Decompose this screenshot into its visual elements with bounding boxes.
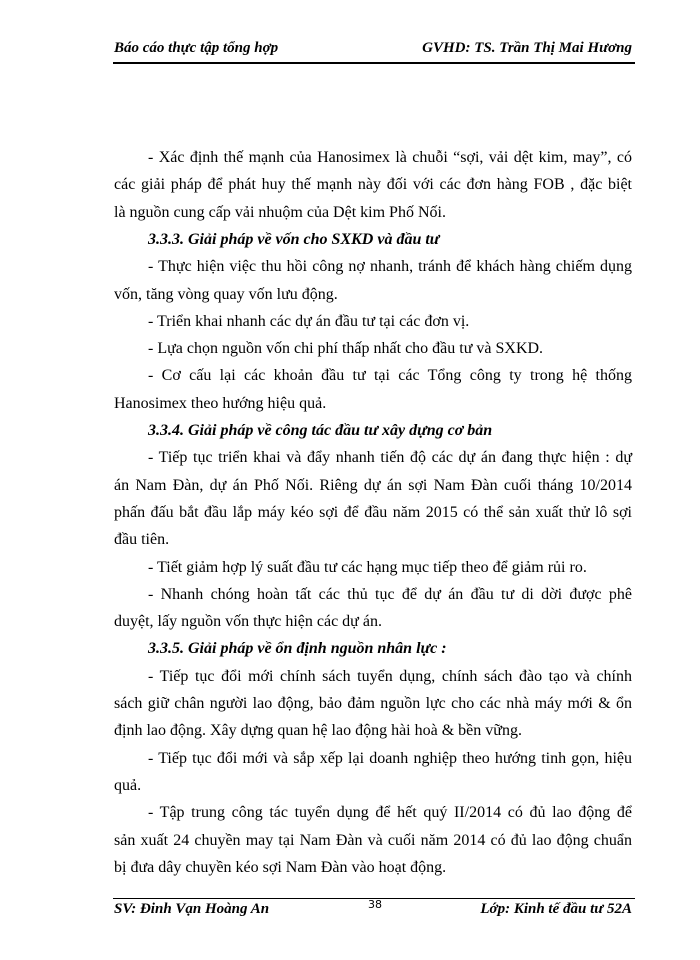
text-line: - Tiếp tục đổi mới chính sách tuyển dụng, chính sách đào tạo và chính xyxy=(148,667,632,685)
header-left: Báo cáo thực tập tổng hợp xyxy=(114,40,279,56)
text-line: là nguồn cung cấp vải nhuộm của Dệt kim Phố Nối. xyxy=(114,203,446,221)
text-line: duyệt, lấy nguồn vốn thực hiện các dự án. xyxy=(114,613,382,631)
text-line: - Xác định thế mạnh của Hanosimex là chuỗi “sợi, vải dệt kim, may”, có xyxy=(148,149,632,166)
text-line: sản xuất 24 chuyền may tại Nam Đàn và cuối năm 2014 có đủ lao động chuẩn xyxy=(114,831,632,849)
footer-left: SV: Đinh Vạn Hoàng An xyxy=(114,901,270,917)
text-line: - Thực hiện việc thu hồi công nợ nhanh, tránh để khách hàng chiếm dụng xyxy=(148,258,632,276)
text-line: - Tiếp tục triển khai và đẩy nhanh tiến độ các dự án đang thực hiện : dự xyxy=(148,449,632,467)
text-line: quả. xyxy=(114,776,142,794)
text-line: vốn, tăng vòng quay vốn lưu động. xyxy=(114,285,338,303)
text-line: - Triển khai nhanh các dự án đầu tư tại các đơn vị. xyxy=(148,312,470,330)
text-line: bị đưa dây chuyền kéo sợi Nam Đàn vào hoạt động. xyxy=(114,858,447,876)
text-line: án Nam Đàn, dự án Phố Nối. Riêng dự án sợi Nam Đàn cuối tháng 10/2014 xyxy=(114,476,632,494)
text-line: - Tiết giảm hợp lý suất đầu tư các hạng mục tiếp theo để giảm rủi ro. xyxy=(148,558,587,576)
text-line: Hanosimex theo hướng hiệu quả. xyxy=(114,394,327,412)
header-rule xyxy=(113,62,635,64)
section-heading: 3.3.5. Giải pháp về ổn định nguồn nhân lực : xyxy=(148,640,447,658)
footer-right: Lớp: Kinh tế đầu tư 52A xyxy=(480,901,632,917)
section-heading: 3.3.4. Giải pháp về công tác đầu tư xây dựng cơ bản xyxy=(148,422,493,439)
text-line: - Tập trung công tác tuyển dụng để hết quý II/2014 có đủ lao động để xyxy=(148,804,632,822)
page-number: 38 xyxy=(368,898,382,911)
text-line: các giải pháp để phát huy thế mạnh này đối với các đơn hàng FOB , đặc biệt xyxy=(114,176,632,194)
section-heading: 3.3.3. Giải pháp về vốn cho SXKD và đầu tư xyxy=(148,230,440,248)
text-line: - Nhanh chóng hoàn tất các thủ tục để dự án đầu tư di dời được phê xyxy=(148,585,632,603)
text-line: định lao động. Xây dựng quan hệ lao động hài hoà & bền vững. xyxy=(114,722,522,740)
text-line: - Lựa chọn nguồn vốn chi phí thấp nhất cho đầu tư và SXKD. xyxy=(148,340,544,358)
text-line: - Cơ cấu lại các khoản đầu tư tại các Tổng công ty trong hệ thống xyxy=(148,367,632,385)
text-line: đầu tiên. xyxy=(114,531,170,549)
header-right: GVHD: TS. Trần Thị Mai Hương xyxy=(422,40,632,56)
text-line: sách giữ chân người lao động, bảo đảm nguồn lực cho các nhà máy mới & ổn xyxy=(114,695,632,712)
text-line: - Tiếp tục đổi mới và sắp xếp lại doanh nghiệp theo hướng tinh gọn, hiệu xyxy=(148,749,632,767)
text-line: phấn đấu bắt đầu lắp máy kéo sợi để đầu năm 2015 có thể sản xuất thử lô sợi xyxy=(114,503,632,521)
